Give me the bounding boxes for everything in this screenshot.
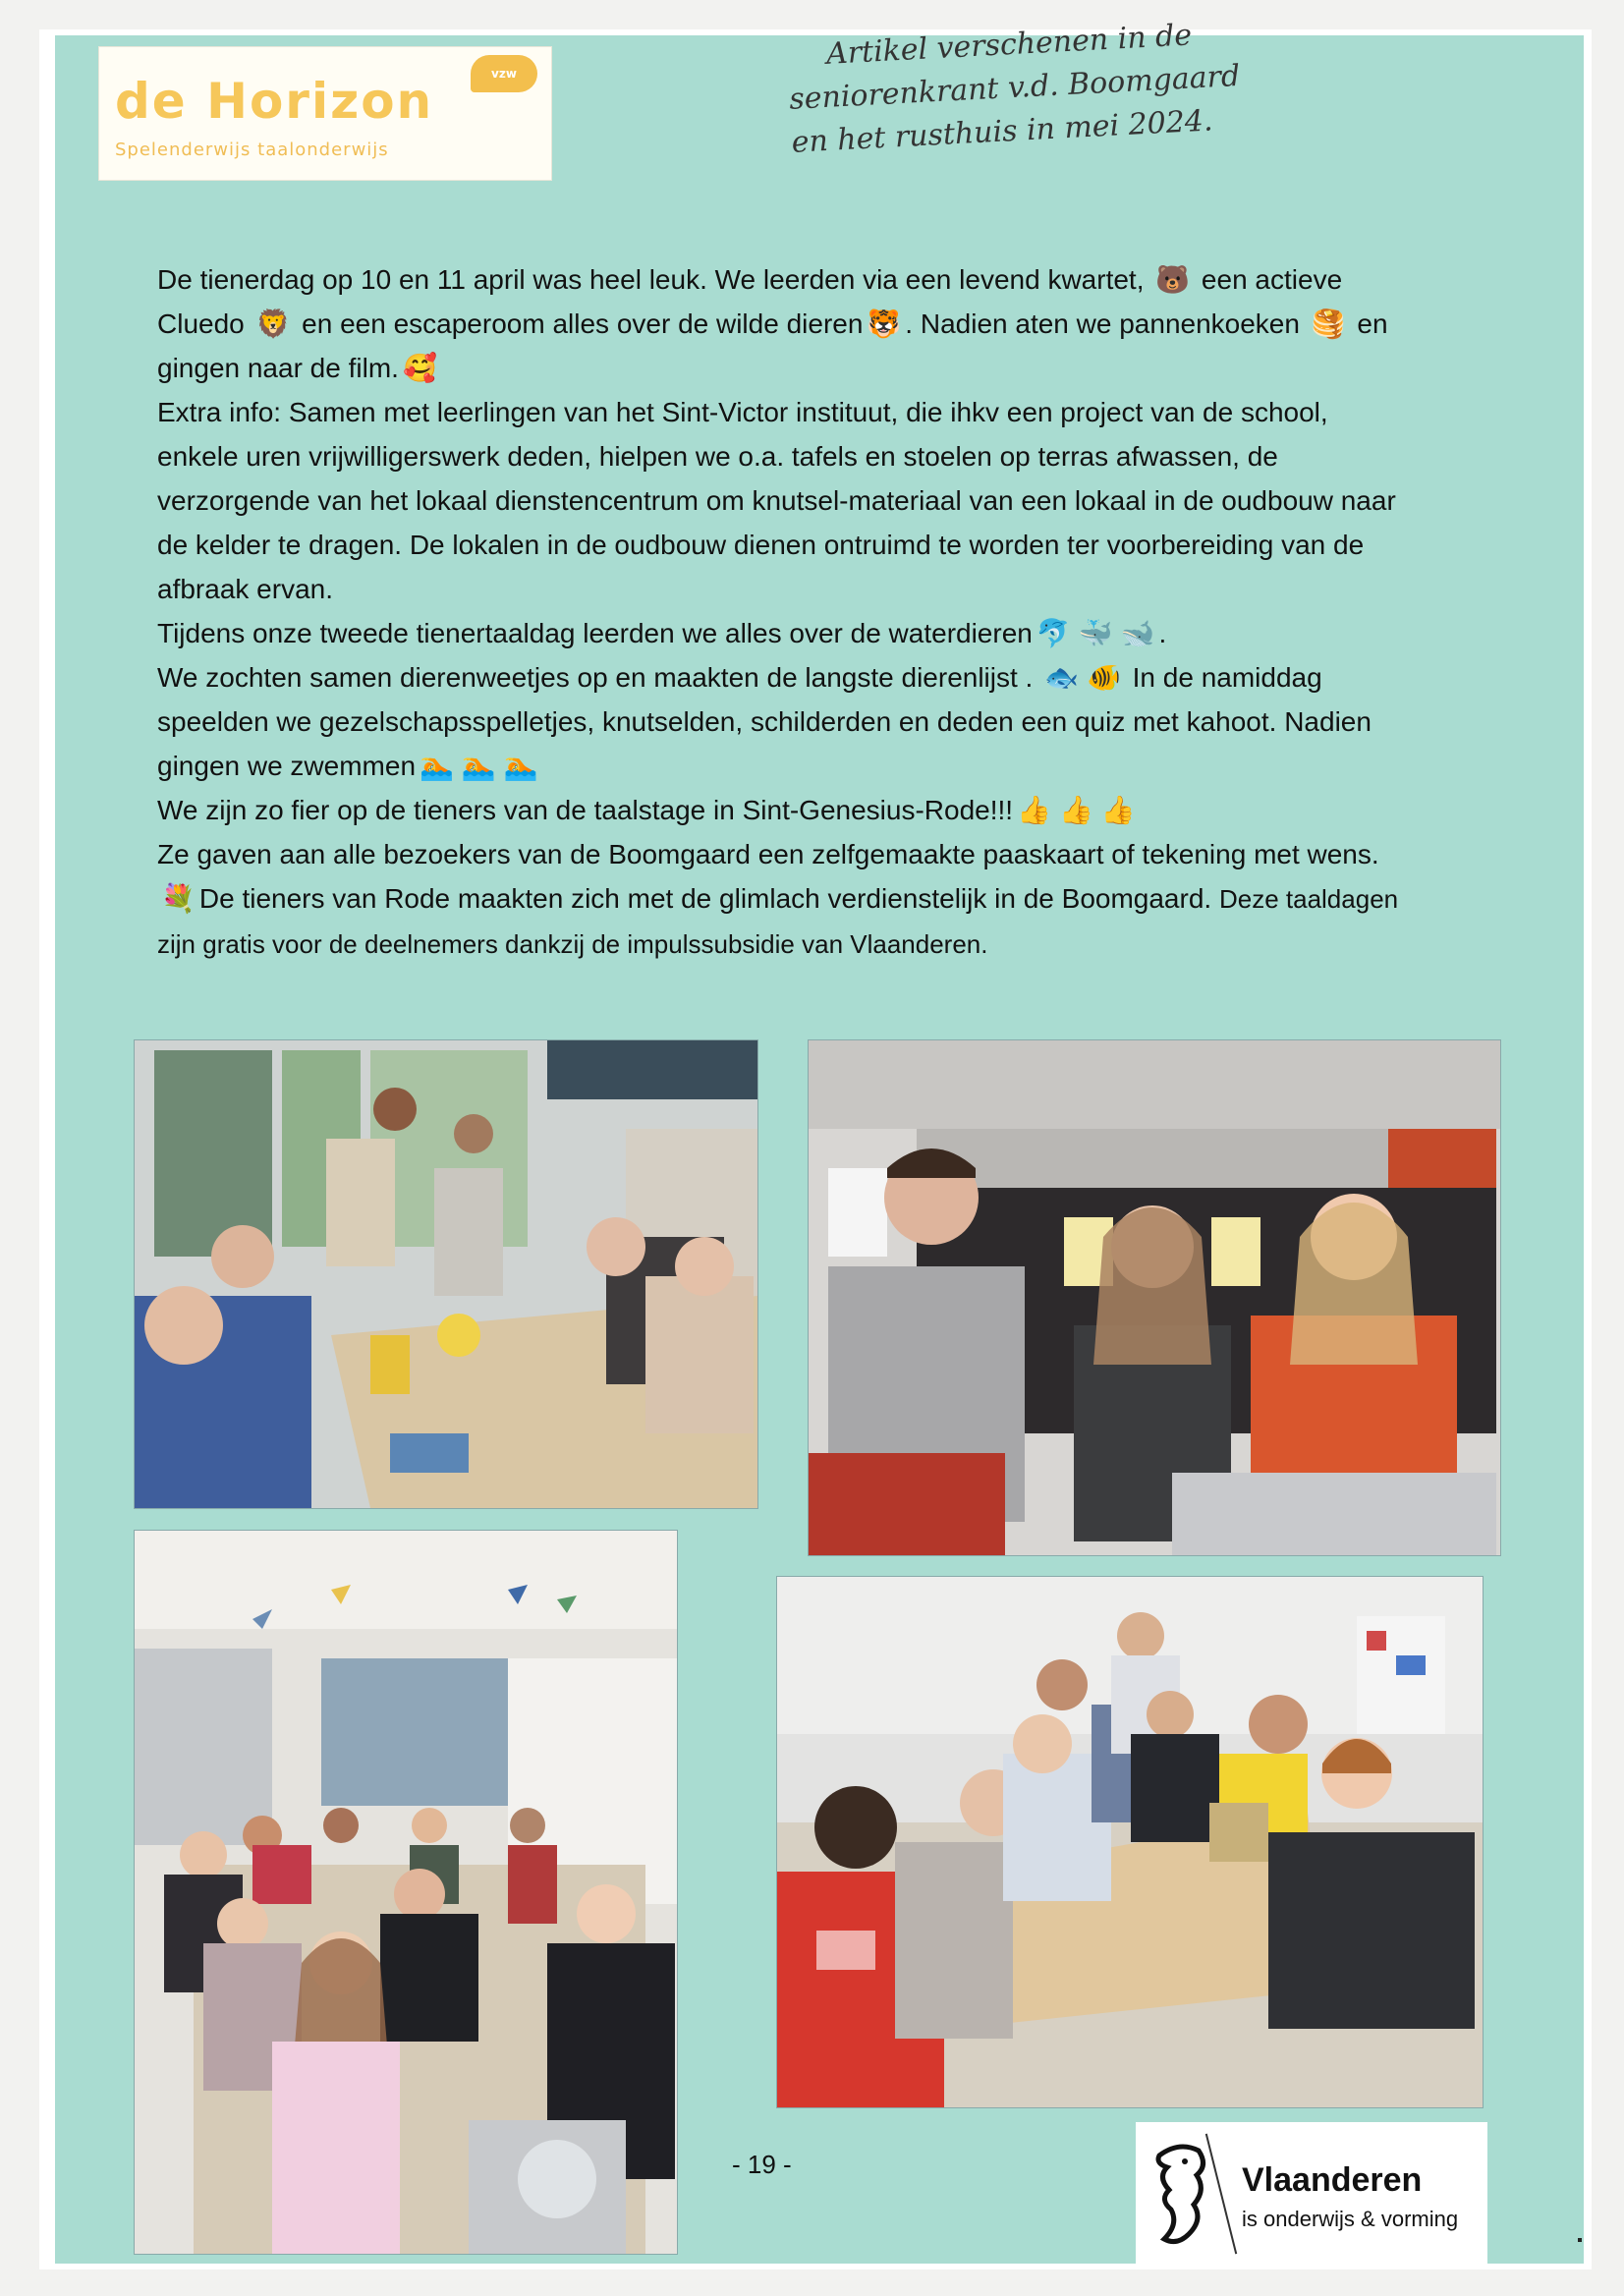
p6-text-c: Deze taaldagen zijn gratis voor de deelnemers dankzij de impulssubsidie van Vlaanderen.	[157, 884, 1399, 959]
thumbs-up-icon-3: 👍	[1100, 795, 1136, 825]
whale-icon-2: 🐋	[1120, 618, 1155, 648]
swim-icon: 🏊	[420, 751, 454, 781]
paragraph-5	[157, 788, 1415, 832]
p6-text-a: Ze gaven aan alle bezoekers van de Boomgaard een zelfgemaakte paaskaart of tekening met wens.	[157, 839, 1379, 869]
swim-icon-3: 🏊	[503, 751, 538, 781]
p1-text-f: en gingen naar de film.	[157, 308, 1388, 383]
whale-icon: 🐳	[1078, 618, 1113, 648]
lion-icon: 🦁	[255, 308, 291, 339]
p1-text-e: aten we pannenkoeken	[1015, 308, 1300, 339]
pancake-icon: 🥞	[1311, 308, 1346, 339]
vlaanderen-logo	[1136, 2122, 1487, 2266]
thumbs-up-icon: 👍	[1017, 795, 1051, 825]
p4-text-a: We zochten samen dierenweetjes op en maakten de langste dierenlijst .	[157, 662, 1034, 693]
logo-badge: vzw	[471, 55, 537, 92]
photo-teens-kitchen	[808, 1039, 1501, 1556]
handwritten-line-2: seniorenkrant v.d. Boomgaard	[788, 58, 1241, 117]
p3-text-b: .	[1158, 618, 1167, 648]
thumbs-up-icon-2: 👍	[1058, 795, 1093, 825]
bear-icon: 🐻	[1155, 264, 1191, 295]
vlaanderen-title: Vlaanderen	[1242, 2161, 1423, 2199]
photo-puzzle	[776, 1576, 1484, 2108]
logo-subtitle: Spelenderwijs taalonderwijs	[115, 140, 389, 160]
p1-text-c: en een escaperoom alles over de wilde dieren	[302, 308, 864, 339]
paragraph-4	[157, 655, 1415, 788]
p5-text: We zijn zo fier op de tieners van de taalstage in Sint-Genesius-Rode!!!	[157, 795, 1014, 825]
page-number: - 19 -	[732, 2150, 792, 2179]
tiger-icon: 🐯	[867, 308, 902, 339]
p1-text-b: een actieve Cluedo	[157, 264, 1343, 339]
p1-text-d: . Nadien	[905, 308, 1008, 339]
smile-icon: 🥰	[402, 353, 437, 383]
logo-title: de Horizon	[115, 73, 434, 130]
handwritten-line-1: Artikel verschenen in de	[825, 18, 1193, 72]
tropical-fish-icon: 🐠	[1087, 662, 1121, 693]
vlaanderen-subtitle: is onderwijs & vorming	[1242, 2207, 1459, 2231]
swim-icon-2: 🏊	[461, 751, 496, 781]
p6-text-b: De tieners van Rode maakten zich met de glimlach verdienstelijk in de Boomgaard.	[198, 883, 1212, 914]
fish-icon: 🐟	[1044, 662, 1079, 693]
bouquet-icon: 💐	[161, 883, 196, 914]
photo-group-tables	[134, 1530, 678, 2255]
p1-text-a: De tienerdag op 10 en 11 april was heel leuk. We leerden via een levend kwartet,	[157, 264, 1145, 295]
paragraph-3	[157, 611, 1415, 655]
dolphin-icon: 🐬	[1036, 618, 1071, 648]
article-body	[157, 257, 1415, 967]
de-horizon-logo	[98, 46, 552, 181]
paragraph-1	[157, 257, 1415, 390]
lion-icon	[1149, 2136, 1218, 2252]
paragraph-6	[157, 832, 1415, 967]
handwritten-line-3: en het rusthuis in mei 2024.	[790, 103, 1214, 160]
p3-text-a: Tijdens onze tweede tienertaaldag leerden we alles over de waterdieren	[157, 618, 1033, 648]
p4-text-b: In de namiddag speelden we gezelschapsspelletjes, knutselden, schilderden en deden een quiz met kahoot. Nadien gingen we zwemmen	[157, 662, 1372, 781]
photo-seniors-table	[134, 1039, 758, 1509]
scan-speck	[1578, 2238, 1582, 2242]
paragraph-2: Extra info: Samen met leerlingen van het Sint-Victor instituut, die ihkv een project van de school, enkele uren vrijwilligerswerk deden, hielpen we o.a. tafels en stoelen op terras afwassen, de verzorgende van het lokaal dienstencentrum om knutsel-materiaal van een lokaal in de oudbouw naar de kelder te dragen. De lokalen in de oudbouw dienen ontruimd te worden ter voorbereiding van de afbraak ervan.	[157, 397, 1396, 604]
